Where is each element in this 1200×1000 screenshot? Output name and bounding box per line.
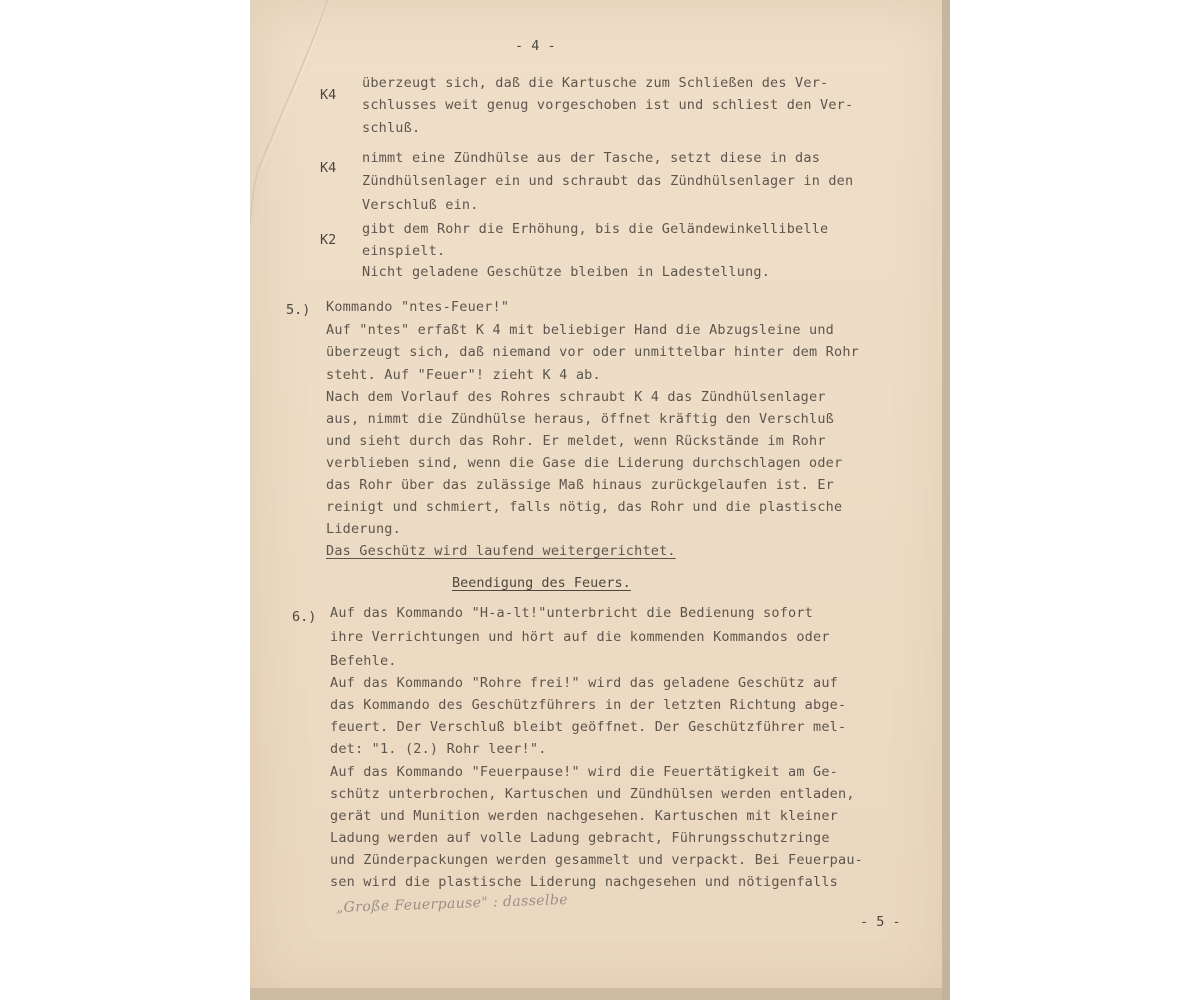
section-5-line: das Rohr über das zulässige Maß hinaus zurückgelaufen ist. Er: [326, 477, 834, 493]
block-line: Zündhülsenlager ein und schraubt das Zündhülsenlager in den: [362, 173, 854, 189]
section-5-line: Nach dem Vorlauf des Rohres schraubt K 4 das Zündhülsenlager: [326, 389, 826, 405]
section-6-line: gerät und Munition werden nachgesehen. Kartuschen mit kleiner: [330, 808, 838, 824]
block-line: nimmt eine Zündhülse aus der Tasche, setzt diese in das: [362, 150, 821, 166]
section-6-line: ihre Verrichtungen und hört auf die kommenden Kommandos oder: [330, 629, 830, 645]
block-label-k2: K2: [320, 232, 337, 248]
section-6-line: det: "1. (2.) Rohr leer!".: [330, 741, 547, 757]
block-line: schlusses weit genug vorgeschoben ist und schliest den Ver-: [362, 97, 854, 113]
page-number-bottom: - 5 -: [860, 914, 901, 930]
section-5-line: reinigt und schmiert, falls nötig, das Rohr und die plastische: [326, 499, 843, 515]
page-fold-line: [250, 0, 370, 250]
section-6-line: das Kommando des Geschützführers in der letzten Richtung abge-: [330, 697, 847, 713]
section-5-line: überzeugt sich, daß niemand vor oder unmittelbar hinter dem Rohr: [326, 344, 859, 360]
section-5-line: und sieht durch das Rohr. Er meldet, wenn Rückstände im Rohr: [326, 433, 826, 449]
section-5-line: aus, nimmt die Zündhülse heraus, öffnet kräftig den Verschluß: [326, 411, 834, 427]
page-edge-right: [942, 0, 950, 1000]
section-6-line: Auf das Kommando "H-a-lt!"unterbricht die Bedienung sofort: [330, 605, 814, 621]
scanned-page: [250, 0, 950, 1000]
section-6-line: sen wird die plastische Liderung nachgesehen und nötigenfalls: [330, 874, 838, 890]
block-line: Nicht geladene Geschütze bleiben in Ladestellung.: [362, 264, 771, 280]
section-6-line: Ladung werden auf volle Ladung gebracht, Führungsschutzringe: [330, 830, 830, 846]
section-6-line: Auf das Kommando "Rohre frei!" wird das geladene Geschütz auf: [330, 675, 838, 691]
handwritten-note: „Große Feuerpause" : dasselbe: [335, 891, 569, 916]
section-5-line: verblieben sind, wenn die Gase die Liderung durchschlagen oder: [326, 455, 843, 471]
block-line: Verschluß ein.: [362, 197, 479, 213]
section-5-label: 5.): [286, 302, 311, 318]
section-6-line: und Zünderpackungen werden gesammelt und verpackt. Bei Feuerpau-: [330, 852, 863, 868]
section-5-line: Kommando "ntes-Feuer!": [326, 299, 510, 315]
block-line: gibt dem Rohr die Erhöhung, bis die Geländewinkellibelle: [362, 221, 829, 237]
page-edge-bottom: [250, 988, 950, 1000]
document-page: [250, 0, 950, 1000]
block-line: überzeugt sich, daß die Kartusche zum Schließen des Ver-: [362, 75, 829, 91]
section-heading: Beendigung des Feuers.: [452, 575, 631, 591]
block-label-k4-second: K4: [320, 160, 337, 176]
section-6-line: Befehle.: [330, 653, 397, 669]
section-5-emphasis-line: Das Geschütz wird laufend weitergerichtet.: [326, 543, 676, 559]
section-6-line: feuert. Der Verschluß bleibt geöffnet. Der Geschützführer mel-: [330, 719, 847, 735]
section-5-line: Liderung.: [326, 521, 401, 537]
block-line: schluß.: [362, 120, 421, 136]
page-number-top: - 4 -: [515, 38, 556, 54]
section-6-line: schütz unterbrochen, Kartuschen und Zündhülsen werden entladen,: [330, 786, 855, 802]
section-5-line: Auf "ntes" erfaßt K 4 mit beliebiger Hand die Abzugsleine und: [326, 322, 834, 338]
section-5-line: steht. Auf "Feuer"! zieht K 4 ab.: [326, 367, 601, 383]
section-6-line: Auf das Kommando "Feuerpause!" wird die Feuertätigkeit am Ge-: [330, 764, 838, 780]
section-6-label: 6.): [292, 609, 317, 625]
block-line: einspielt.: [362, 243, 446, 259]
block-label-k4-first: K4: [320, 87, 337, 103]
